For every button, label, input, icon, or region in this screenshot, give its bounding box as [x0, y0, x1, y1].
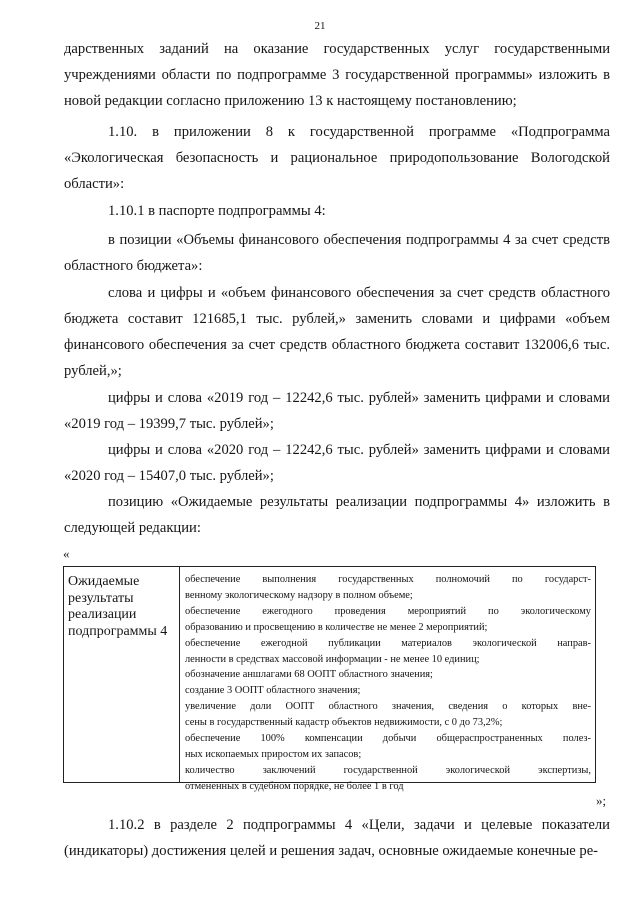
opening-quote: «	[63, 546, 70, 561]
closing-quote: »;	[596, 793, 607, 808]
paragraph-replace-2020: цифры и слова «2020 год – 12242,6 тыс. рублей» заменить цифрами и словами «2020 год – 15407,0 тыс. рублей»;	[64, 442, 610, 484]
paragraph-replace-total: слова и цифры и «объем финансового обеспечения за счет средств областного бюджета составит 121685,1 тыс. рублей,» заменить словами и цифрами «объем финансового обеспечения за счет средств областного бюджета составит 132006,6 тыс. рублей,»;	[64, 285, 610, 379]
table-line: обозначение аншлагами 68 ООПТ областного значения;	[185, 669, 433, 681]
paragraph-financing-position: в позиции «Объемы финансового обеспечения подпрограммы 4 за счет средств областного бюджета»:	[64, 232, 610, 274]
paragraph-continuation: дарственных заданий на оказание государственных услуг государственными учреждениями области по подпрограмме 3 государственной программы» изложить в новой редакции согласно приложению 13 к настоящему постановлению;	[64, 41, 610, 109]
table-content-cell	[180, 567, 595, 792]
paragraph-1-10: 1.10. в приложении 8 к государственной программе «Подпрограмма «Экологическая безопасность и рациональное природопользование Вологодской области»:	[64, 124, 610, 192]
table-line: отмененных в судебном порядке, не более 1 в год	[185, 780, 404, 792]
table-line: ных ископаемых приростом их запасов;	[185, 748, 362, 760]
table-line: количество заключений государственной экологической экспертизы,	[185, 764, 591, 776]
table-line: ленности в средствах массовой информации - не менее 10 единиц;	[185, 653, 480, 665]
table-line: обеспечение ежегодной публикации материалов экологической направ-	[185, 637, 591, 649]
table-line: венному экологическому надзору в полном объеме;	[185, 589, 413, 601]
table-line: сены в государственный кадастр объектов недвижимости, с 0 до 73,2%;	[185, 717, 503, 729]
table-line: обеспечение выполнения государственных полномочий по государст-	[185, 574, 591, 585]
table-line: создание 3 ООПТ областного значения;	[185, 685, 361, 697]
page-number: 21	[314, 20, 326, 32]
table-line: обеспечение 100% компенсации добычи общераспространенных полез-	[185, 733, 591, 745]
paragraph-1-10-2: 1.10.2 в разделе 2 подпрограммы 4 «Цели, задачи и целевые показатели (индикаторы) достижения целей и решения задач, основные ожидаемые конечные ре-	[64, 817, 610, 859]
table-line: обеспечение ежегодного проведения мероприятий по экологическому	[185, 605, 591, 617]
table-label-cell: Ожидаемые результаты реализации подпрограммы 4	[64, 567, 180, 782]
paragraph-expected-results: позицию «Ожидаемые результаты реализации подпрограммы 4» изложить в следующей редакции:	[64, 494, 610, 536]
expected-results-table	[63, 566, 596, 792]
paragraph-1-10-1: 1.10.1 в паспорте подпрограммы 4:	[108, 203, 326, 219]
table-line: образованию и просвещению в количестве не менее 2 мероприятий;	[185, 621, 488, 633]
table-line: увеличение доли ООПТ областного значения, сведения о которых вне-	[185, 701, 591, 713]
paragraph-replace-2019: цифры и слова «2019 год – 12242,6 тыс. рублей» заменить цифрами и словами «2019 год – 19399,7 тыс. рублей»;	[64, 390, 610, 432]
